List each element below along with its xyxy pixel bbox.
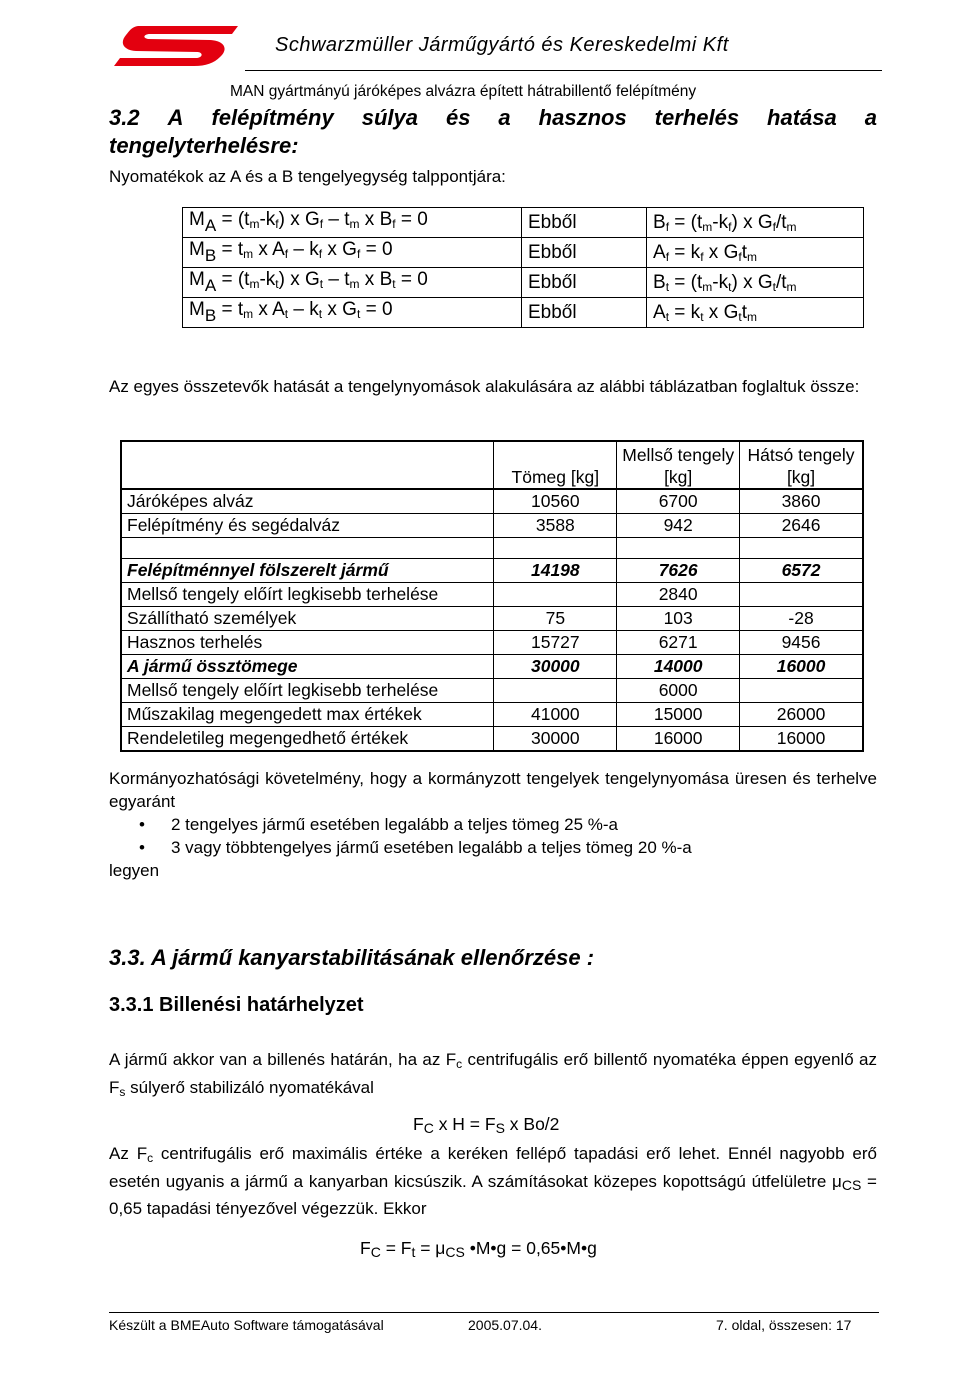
row-label: Mellső tengely előírt legkisebb terhelése xyxy=(121,583,494,607)
axle-load-table xyxy=(120,440,864,752)
moment-equation: $M_A = (t_m-k_f)$ x $G_f - t_m$ x $B_f = 0$ xyxy=(183,208,522,238)
table-cell: 103 xyxy=(617,607,740,631)
summary-paragraph: Az egyes összetevők hatását a tengelynyomások alakulására az alábbi táblázatban foglaltuk össze: xyxy=(109,377,860,396)
table-row xyxy=(121,583,863,607)
title-word: hatása xyxy=(767,105,837,130)
ebbol-label: Ebből xyxy=(522,268,647,298)
section-3-3-title: 3.3. A jármű kanyarstabilitásának ellenőrzése : xyxy=(109,945,595,970)
moment-equation: $M_B = t_m$ x $A_t - k_t$ x $G_t = 0$ xyxy=(189,299,393,325)
table-row xyxy=(121,489,863,514)
table-row xyxy=(121,655,863,679)
table-cell: 41000 xyxy=(494,703,617,727)
table-row xyxy=(121,607,863,631)
table-cell: Hátsó tengely [kg] xyxy=(740,441,863,489)
footer-credit: Készült a BMEAuto Software támogatásával xyxy=(109,1317,384,1333)
title-word: felépítmény xyxy=(211,105,334,130)
moment-equation: $M_A = (t_m-k_t)$ x $G_t - t_m$ x $B_t = 0$ xyxy=(183,268,522,298)
result-equation: $A_t = k_t$ x $G_tt_m$ xyxy=(647,298,864,328)
section-3-2-title: 3.2 A felépítmény súlya és a hasznos terhelés hatása a tengelyterhelésre: xyxy=(109,105,877,158)
footer-divider xyxy=(109,1312,879,1313)
table-cell: 15000 xyxy=(617,703,740,727)
table-cell: 14000 xyxy=(617,655,740,679)
table-cell: 16000 xyxy=(740,655,863,679)
table-cell: 30000 xyxy=(494,727,617,752)
result-equation: $A_f = k_f$ x $G_ft_m$ xyxy=(647,238,864,268)
table-cell: 9456 xyxy=(740,631,863,655)
row-label: Mellső tengely előírt legkisebb terhelése xyxy=(121,679,494,703)
title-word: súlya xyxy=(361,105,418,130)
result-equation: $B_f = (t_m-k_f)$ x $G_f/t_m$ xyxy=(647,208,864,238)
friction-equation: $F_C = F_t = \mu_{CS}$ •M•g = 0,65•M•g xyxy=(360,1238,597,1260)
table-cell: 2840 xyxy=(617,583,740,607)
formula-row xyxy=(183,208,864,238)
title-word: és xyxy=(445,105,471,130)
title-word: terhelés xyxy=(654,105,740,130)
table-row xyxy=(121,703,863,727)
formula-row xyxy=(183,268,864,298)
row-label xyxy=(121,441,494,489)
header-divider xyxy=(245,70,882,71)
formula-row xyxy=(183,298,864,328)
row-label: Felépítmény és segédalváz xyxy=(121,514,494,538)
table-row xyxy=(121,559,863,583)
moment-formula-table xyxy=(182,207,864,328)
moment-intro: Nyomatékok az A és a B tengelyegység talppontjára: xyxy=(109,167,506,186)
table-cell: 3860 xyxy=(740,489,863,514)
table-cell xyxy=(494,583,617,607)
friction-paragraph: Az $F_c$ centrifugális erő maximális értéke a keréken fellépő tapadási erő lehet. Ennél nagyobb erő esetén ugyanis a jármű a kanyarban kicsúszik. A számításokat közepes kopottságú útfelületre $\mu_{CS} = 0,65$ tapadási tényezővel végezzük. Ekkor xyxy=(109,1144,877,1218)
table-spacer-row xyxy=(121,538,863,559)
table-header-row xyxy=(121,441,863,489)
row-label: Felépítménnyel fölszerelt jármű xyxy=(121,559,494,583)
moment-equation: $M_B = t_m$ x $A_f - k_f$ x $G_f = 0$ xyxy=(183,238,522,268)
table-cell xyxy=(740,679,863,703)
section-3-3-1-title: 3.3.1 Billenési határhelyzet xyxy=(109,994,364,1016)
table-cell: -28 xyxy=(740,607,863,631)
table-cell: 6700 xyxy=(617,489,740,514)
formula-row xyxy=(183,238,864,268)
company-name: Schwarzmüller Járműgyártó és Kereskedelmi Kft xyxy=(275,34,729,56)
table-cell: 3588 xyxy=(494,514,617,538)
table-cell: 6572 xyxy=(740,559,863,583)
table-cell: 14198 xyxy=(494,559,617,583)
table-cell xyxy=(740,583,863,607)
table-cell: 7626 xyxy=(617,559,740,583)
row-label: Hasznos terhelés xyxy=(121,631,494,655)
table-cell: 15727 xyxy=(494,631,617,655)
schwarzmuller-s-logo-icon xyxy=(110,24,242,68)
table-row xyxy=(121,679,863,703)
ebbol-label: Ebből xyxy=(522,298,647,328)
table-cell: 16000 xyxy=(740,727,863,752)
steering-bullets xyxy=(109,813,877,859)
row-label: Járóképes alváz xyxy=(121,489,494,514)
steering-end: legyen xyxy=(109,861,160,880)
table-row xyxy=(121,631,863,655)
table-cell: 26000 xyxy=(740,703,863,727)
row-label: Szállítható személyek xyxy=(121,607,494,631)
table-cell: Tömeg [kg] xyxy=(494,441,617,489)
title-word: a xyxy=(498,105,511,130)
table-cell: 942 xyxy=(617,514,740,538)
footer-page-number: 7. oldal, összesen: 17 xyxy=(716,1317,852,1333)
title-word: 3.2 xyxy=(109,105,140,130)
table-cell: 75 xyxy=(494,607,617,631)
footer-date: 2005.07.04. xyxy=(468,1317,542,1333)
tipping-equation: $F_C$ x $H = F_S$ x Bo/2 xyxy=(413,1114,560,1136)
table-cell: 16000 xyxy=(617,727,740,752)
row-label: A jármű össztömege xyxy=(121,655,494,679)
table-cell: 6000 xyxy=(617,679,740,703)
table-cell: 10560 xyxy=(494,489,617,514)
table-row xyxy=(121,514,863,538)
title-word: A xyxy=(167,105,184,130)
title-word: hasznos xyxy=(538,105,627,130)
row-label: Rendeletileg megengedhető értékek xyxy=(127,728,409,748)
ebbol-label: Ebből xyxy=(522,208,647,238)
table-cell: Mellső tengely [kg] xyxy=(617,441,740,489)
row-label: Műszakilag megengedett max értékek xyxy=(121,703,494,727)
bullet-item: • 2 tengelyes jármű esetében legalább a teljes tömeg 25 %-a xyxy=(109,813,877,836)
steering-requirement xyxy=(109,767,877,882)
ebbol-label: Ebből xyxy=(522,238,647,268)
table-cell: 30000 xyxy=(494,655,617,679)
bullet-item: • 3 vagy többtengelyes jármű esetében legalább a teljes tömeg 20 %-a xyxy=(109,836,877,859)
table-cell xyxy=(494,679,617,703)
table-cell: 6271 xyxy=(617,631,740,655)
tipping-paragraph: A jármű akkor van a billenés határán, ha az $F_c$ centrifugális erő billentő nyomatéka éppen egyenlő az $F_s$ súlyerő stabilizáló nyomatékával xyxy=(109,1050,877,1099)
title-word: a xyxy=(864,105,877,130)
document-subtitle: MAN gyártmányú járóképes alvázra épített hátrabillentő felépítmény xyxy=(230,83,697,100)
table-cell: 2646 xyxy=(740,514,863,538)
steering-text: Kormányozhatósági követelmény, hogy a kormányzott tengelyek tengelynyomása üresen és terhelve egyaránt xyxy=(109,769,877,811)
result-equation: $B_t = (t_m-k_t)$ x $G_t/t_m$ xyxy=(647,268,864,298)
table-row xyxy=(121,727,863,752)
